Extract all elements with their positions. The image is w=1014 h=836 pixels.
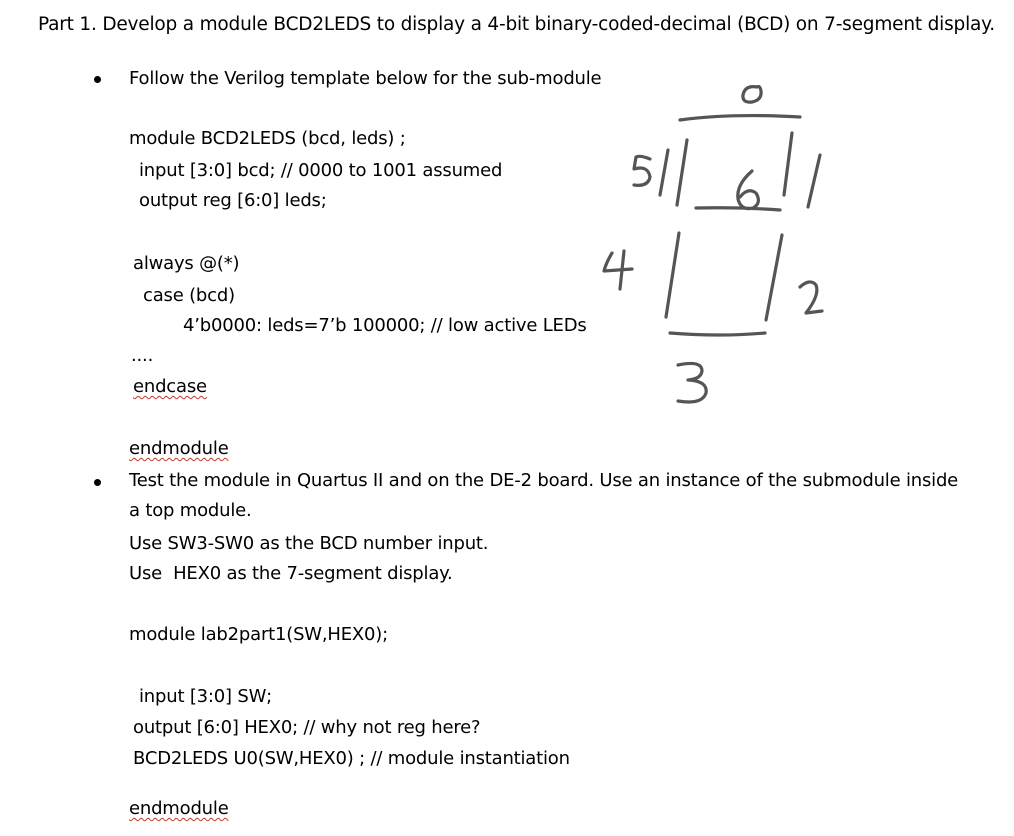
label-3	[678, 363, 706, 402]
page-heading: Part 1. Develop a module BCD2LEDS to display a 4-bit binary-coded-decimal (BCD) on 7-segment display.	[38, 14, 995, 35]
code-always: always @(*)	[133, 253, 240, 274]
bullet-1-text: Follow the Verilog template below for the sub-module	[129, 68, 602, 89]
segment-1	[784, 133, 792, 195]
top-input-decl: input [3:0] SW;	[139, 686, 273, 707]
label-1	[808, 155, 820, 207]
code-input-decl: input [3:0] bcd; // 0000 to 1001 assumed	[139, 160, 503, 181]
code-output-decl: output reg [6:0] leds;	[139, 190, 327, 211]
label-6	[738, 171, 759, 209]
label-5	[634, 150, 668, 195]
code-endcase: endcase	[133, 376, 207, 397]
code-ellipsis: ....	[131, 345, 154, 366]
seven-segment-sketch	[560, 75, 860, 415]
bullet-2-line-1: Test the module in Quartus II and on the DE-2 board. Use an instance of the submodule inside	[129, 470, 959, 491]
segment-4	[666, 233, 679, 317]
top-module-decl: module lab2part1(SW,HEX0);	[129, 624, 388, 645]
segment-2	[766, 235, 782, 320]
top-output-decl: output [6:0] HEX0; // why not reg here?	[133, 717, 481, 738]
segment-3	[670, 333, 765, 335]
top-instantiation: BCD2LEDS U0(SW,HEX0) ; // module instantiation	[133, 748, 570, 769]
code-module-decl: module BCD2LEDS (bcd, leds) ;	[129, 128, 406, 149]
label-4	[604, 251, 632, 289]
label-0	[743, 87, 761, 103]
label-2	[800, 282, 822, 313]
segment-0	[680, 116, 800, 120]
bullet-marker	[94, 479, 101, 486]
bullet-2-line-4: Use HEX0 as the 7-segment display.	[129, 563, 453, 584]
code-case-item: 4’b0000: leds=7’b 100000; // low active LEDs	[183, 315, 587, 336]
top-endmodule: endmodule	[129, 798, 229, 819]
segment-5	[677, 140, 687, 205]
bullet-2-line-2: a top module.	[129, 500, 252, 521]
bullet-2-line-3: Use SW3-SW0 as the BCD number input.	[129, 533, 489, 554]
code-case: case (bcd)	[143, 285, 235, 306]
bullet-marker	[94, 76, 101, 83]
segment-6	[696, 208, 780, 210]
code-endmodule: endmodule	[129, 438, 229, 459]
